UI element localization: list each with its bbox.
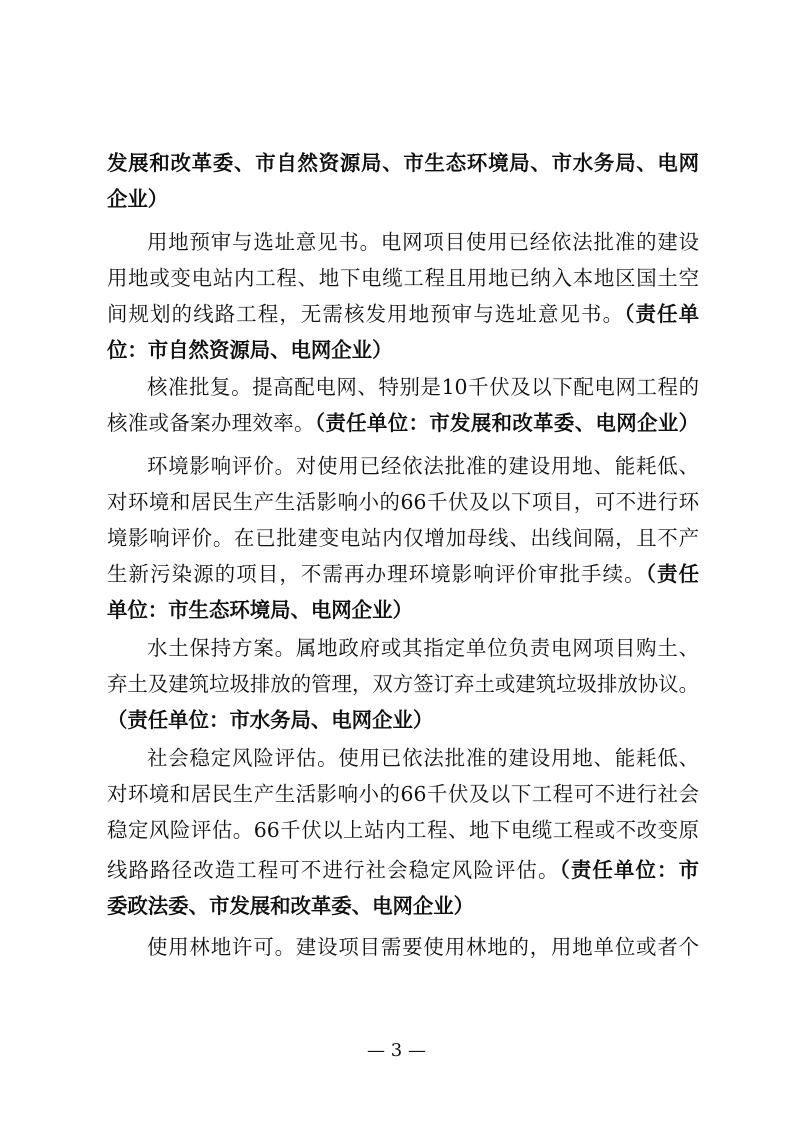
paragraph-start: 使用林地许可。建设项目需要使用林地的，用地单位或者个 [147,935,699,959]
text-line: 生新污染源的项目，不需再办理环境影响评价审批手续。（责任 [107,562,699,586]
text-line: 境影响评价。在已批建变电站内仅增加母线、出线间隔，且不产 [107,526,699,550]
text-line: 对环境和居民生产生活影响小的66千伏及以下工程可不进行社会 [107,782,699,806]
text-line: 对环境和居民生产生活影响小的66千伏及以下项目，可不进行环 [107,490,699,514]
text-line: 核准或备案办理效率。（责任单位：市发展和改革委、电网企业） [107,411,699,435]
paragraph-start: 环境影响评价。对使用已经依法批准的建设用地、能耗低、 [147,454,699,478]
text-line: 用地或变电站内工程、地下电缆工程且用地已纳入本地区国土空 [107,266,699,290]
page-number: — 3 — [367,1040,426,1061]
text-line: （责任单位：市水务局、电网企业） [107,708,434,732]
responsibility-note: （责任单位：市 [559,858,699,882]
text-line: 弃土及建筑垃圾排放的管理，双方签订弃土或建筑垃圾排放协议。 [107,672,699,696]
text-line: 位：市自然资源局、电网企业） [107,338,393,362]
text-line: 单位：市生态环境局、电网企业） [107,598,413,622]
text-line: 企业） [107,187,169,211]
text-line: 委政法委、市发展和改革委、电网企业） [107,894,475,918]
paragraph-start: 核准批复。提高配电网、特别是10千伏及以下配电网工程的 [147,375,699,399]
text-line: 间规划的线路工程，无需核发用地预审与选址意见书。（责任单 [107,302,699,326]
responsibility-note: （责任单位：市发展和改革委、电网企业） [314,411,699,435]
text-line: 稳定风险评估。66千伏以上站内工程、地下电缆工程或不改变原 [107,818,699,842]
text-line: 线路路径改造工程可不进行社会稳定风险评估。（责任单位：市 [107,858,699,882]
responsibility-note: （责任单 [624,302,699,326]
paragraph-start: 社会稳定风险评估。使用已依法批准的建设用地、能耗低、 [147,746,699,770]
paragraph-start: 水土保持方案。属地政府或其指定单位负责电网项目购土、 [147,636,699,660]
responsibility-note: （责任 [645,562,699,586]
paragraph-start: 用地预审与选址意见书。电网项目使用已经依法批准的建设 [147,230,699,254]
text-line: 发展和改革委、市自然资源局、市生态环境局、市水务局、电网 [107,151,699,175]
